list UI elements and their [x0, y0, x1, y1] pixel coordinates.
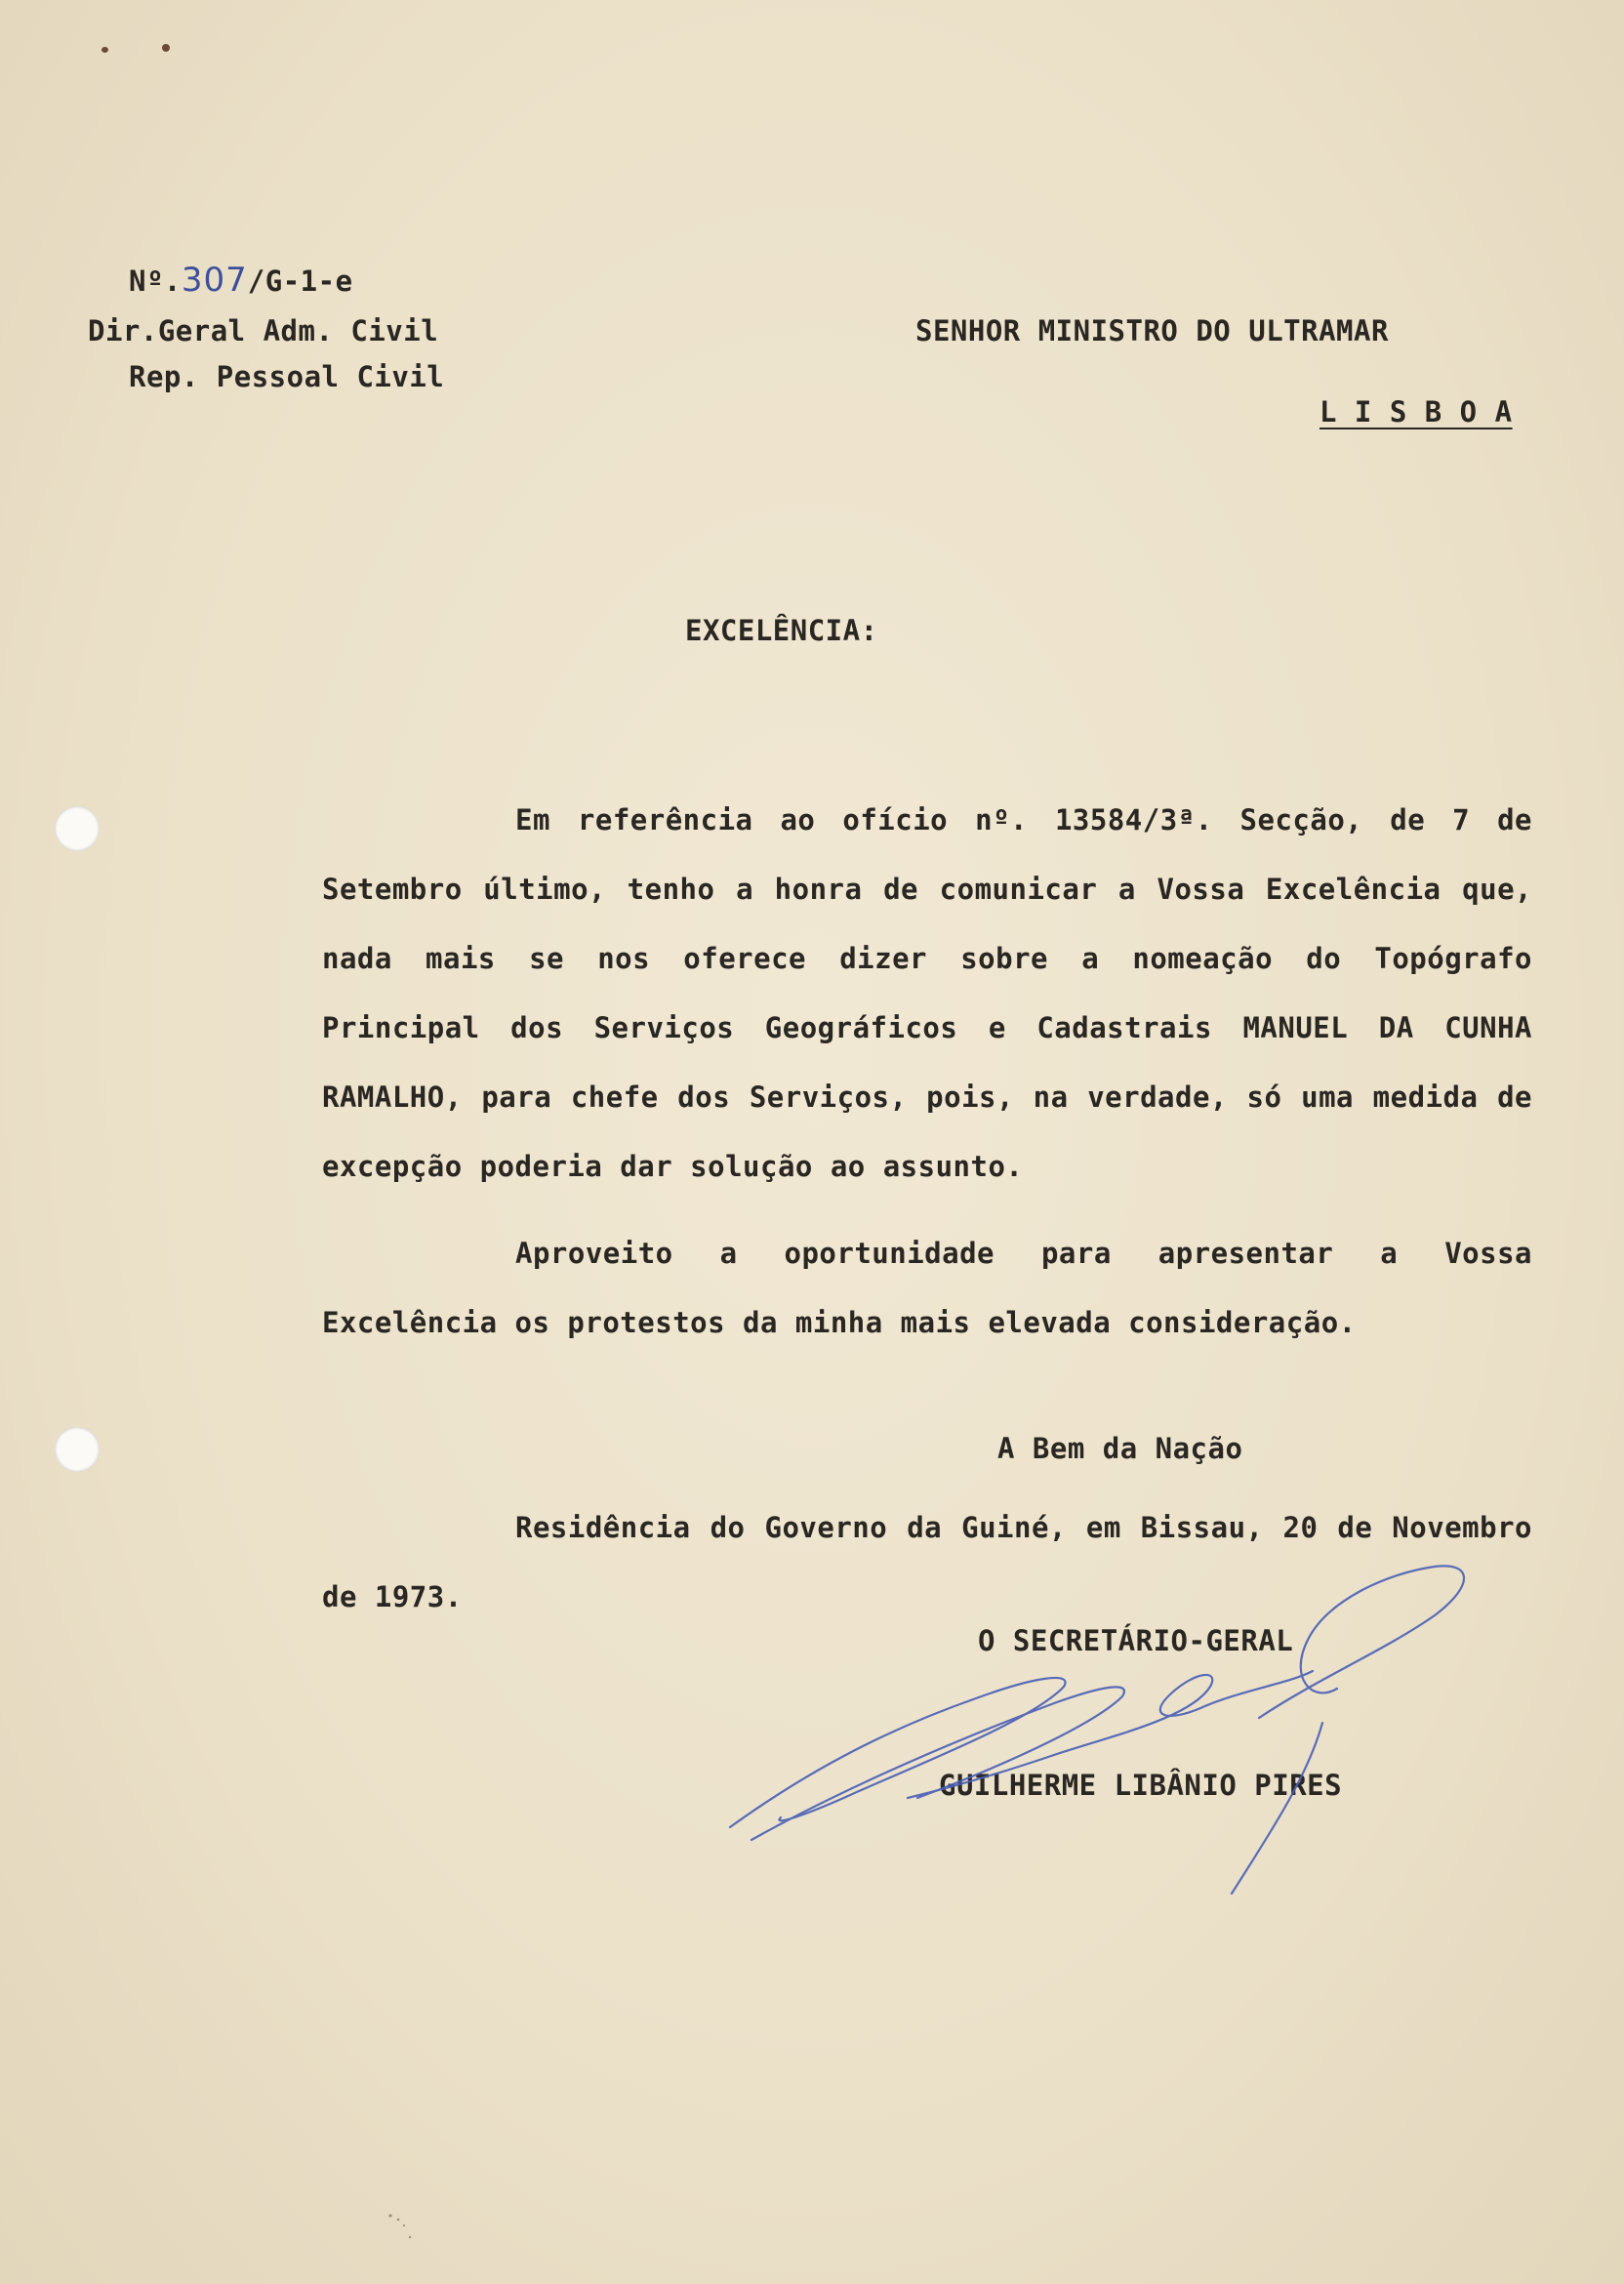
reference-suffix: /G-1-e	[247, 265, 353, 298]
body-paragraph-1: Em referência ao ofício nº. 13584/3ª. Secção, de 7 de Setembro último, tenho a honra de comunicar a Vossa Excelência que, nada mais se nos oferece dizer sobre a nomeação do Topógrafo Principal dos Serviços Geográficos e Cadastrais MANUEL DA CUNHA RAMALHO, para chefe dos Serviços, pois, na verdade, só uma medida de excepção poderia dar solução ao assunto.	[322, 803, 1532, 1183]
signatory-title: O SECRETÁRIO-GERAL	[978, 1624, 1294, 1657]
signatory-name: GUILHERME LIBÂNIO PIRES	[939, 1769, 1343, 1802]
reference-prefix: Nº.	[129, 265, 182, 298]
addressee-city: L I S B O A	[1320, 395, 1513, 428]
department-line: Dir.Geral Adm. Civil	[88, 314, 439, 347]
reference-handwritten-number: 307	[181, 261, 248, 300]
section-line: Rep. Pessoal Civil	[129, 360, 445, 393]
closing-motto: A Bem da Nação	[997, 1432, 1243, 1465]
body-paragraph-2: Aproveito a oportunidade para apresentar a Vossa Excelência os protestos da minha mais elevada consideração.	[322, 1237, 1532, 1339]
place-and-date: Residência do Governo da Guiné, em Bissau, 20 de Novembro de 1973.	[322, 1511, 1532, 1613]
addressee-name: SENHOR MINISTRO DO ULTRAMAR	[915, 314, 1389, 347]
salutation: EXCELÊNCIA:	[685, 614, 878, 647]
